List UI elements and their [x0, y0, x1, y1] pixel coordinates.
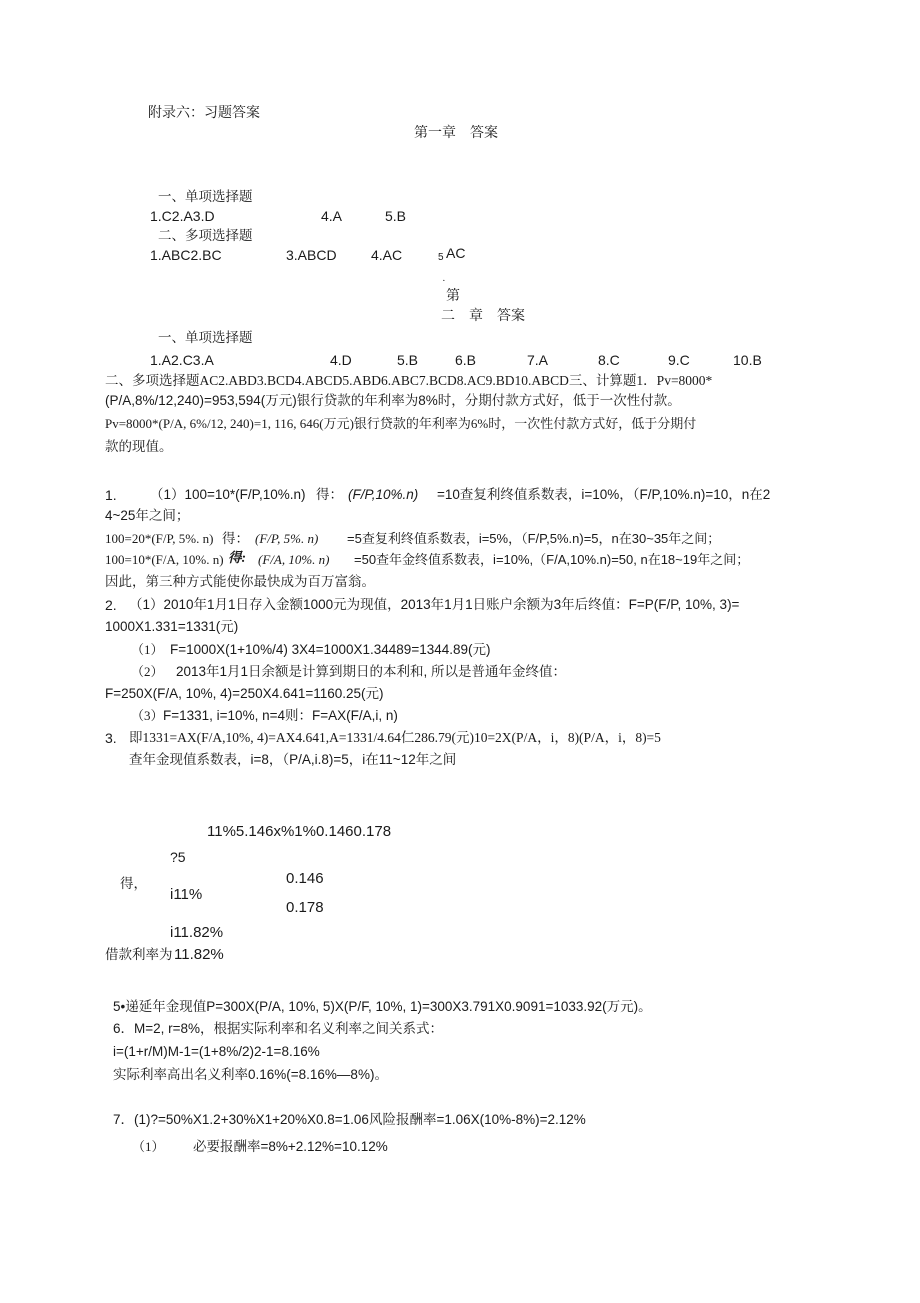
chapter2-multi-and-calc-line: 二、多项选择题AC2.ABD3.BCD4.ABCD5.ABD6.ABC7.BCD8.AC9.BD10.ABCD三、计算题1．Pv=8000* [105, 373, 713, 388]
chapter1-single-choice-4: 4.A [321, 208, 343, 224]
chapter1-single-choice-5: 5.B [385, 208, 407, 224]
chapter1-section1-label: 一、单项选择题 [158, 189, 253, 204]
problem-2-sub3-text: F=1331, i=10%, n=4则：F=AX(F/A,i, n) [163, 708, 398, 723]
problem-1-line3-de: 得： [222, 531, 253, 546]
problem-3-number: 3. [105, 730, 117, 746]
chapter1-multi-choice-3: 3.ABCD [286, 247, 337, 263]
problem-7-sub1-label: （1） [132, 1139, 165, 1154]
formula-i1182-label: i11.82% [170, 924, 224, 941]
problem-3-line2: 查年金现值系数表，i=8，（P/A,i.8)=5，i在11~12年之间 [129, 752, 457, 767]
formula-top-line: 11%5.146x%1%0.1460.178 [207, 823, 392, 840]
problem-1-line4-a: 100=10*(F/A, 10%. n) [105, 552, 224, 567]
problem-2-line2: 1000X1.331=1331(元) [105, 619, 239, 634]
chapter2-single-choice-7: 7.A [527, 352, 549, 368]
problem-6-line3: 实际利率高出名义利率0.16%(=8.16%—8%)。 [113, 1067, 388, 1082]
chapter2-single-choice-5: 5.B [397, 352, 419, 368]
chapter2-heading-line2: 二 章 答案 [441, 309, 525, 324]
chapter2-single-choice-8: 8.C [598, 352, 620, 368]
formula-de-label: 得， [120, 876, 147, 891]
problem-1-line4-de: 得: [228, 550, 250, 565]
problem-7-sub1-text: 必要报酬率=8%+2.12%=10.12% [193, 1139, 388, 1154]
appendix-title: 附录六：习题答案 [148, 106, 260, 121]
problem-6-line2: i=(1+r/M)M-1=(1+8%/2)2-1=8.16% [113, 1044, 320, 1059]
problem-2-sub1-text: F=1000X(1+10%/4) 3X4=1000X1.34489=1344.89(元) [170, 642, 491, 657]
chapter2-calc-line4: 款的现值。 [105, 439, 173, 454]
formula-value-2: 0.178 [286, 899, 324, 916]
problem-7-line1: 7．(1)?=50%X1.2+30%X1+20%X0.8=1.06风险报酬率=1.06X(10%-8%)=2.12% [113, 1112, 586, 1127]
formula-question-mark: ?5 [170, 849, 186, 865]
chapter2-calc-line3: Pv=8000*(P/A, 6%/12, 240)=1, 116, 646(万元)银行贷款的年利率为6%时，一次性付款方式好，低于分期付 [105, 416, 697, 431]
problem-2-sub2-label: （2） [131, 664, 164, 679]
chapter1-multi-choice-4: 4.AC [371, 247, 403, 263]
chapter1-multi-choice-merged: 1.ABC2.BC [150, 247, 222, 263]
chapter2-single-choice-9: 9.C [668, 352, 690, 368]
problem-1-line3-b: (F/P, 5%. n) [255, 531, 319, 546]
chapter2-single-choice-4: 4.D [330, 352, 352, 368]
problem-1-line1-c: =10查复利终值系数表，i=10%，（F/P,10%.n)=10，n在2 [437, 487, 771, 502]
problem-1-line3-c: =5查复利终值系数表，i=5%，（F/P,5%.n)=5，n在30~35年之间； [347, 531, 721, 546]
problem-1-number: 1. [105, 487, 117, 503]
chapter1-heading: 第一章 答案 [414, 126, 498, 141]
formula-value-1: 0.146 [286, 870, 324, 887]
chapter1-multi-choice-5-number: 5 [438, 252, 444, 263]
problem-1-line1-de: 得： [316, 487, 343, 502]
chapter2-single-choice-merged: 1.A2.C3.A [150, 352, 214, 368]
chapter2-calc-line2: (P/A,8%/12,240)=953,594(万元)银行贷款的年利率为8%时，分期付款方式好，低于一次性付款。 [105, 393, 681, 408]
problem-2-sub1-label: （1） [131, 642, 164, 657]
chapter2-heading-line1: 第 [446, 289, 460, 304]
formula-i11-label: i11% [170, 886, 203, 903]
problem-6-line1: 6．M=2, r=8%，根据实际利率和名义利率之间关系式： [113, 1021, 444, 1036]
problem-2-line1: （1）2010年1月1日存入金额1000元为现值，2013年1月1日账户余额为3年后终值：F=P(F/P, 10%, 3)= [129, 597, 740, 612]
chapter2-single-choice-6: 6.B [455, 352, 477, 368]
problem-5-text: 5•递延年金现值P=300X(P/A, 10%, 5)X(P/F, 10%, 1)=300X3.791X0.9091=1033.92(万元)。 [113, 999, 652, 1014]
chapter2-single-choice-10: 10.B [733, 352, 762, 368]
chapter2-section1-label: 一、单项选择题 [158, 330, 253, 345]
problem-1-line1-a: （1）100=10*(F/P,10%.n) [150, 487, 306, 502]
problem-2-number: 2. [105, 597, 117, 613]
problem-1-line4-b: (F/A, 10%. n) [258, 552, 330, 567]
problem-2-sub3-label: （3） [131, 708, 164, 723]
problem-1-line1-b: (F/P,10%.n) [348, 487, 419, 502]
borrow-rate-value: 11.82% [174, 946, 224, 963]
chapter1-multi-choice-5-value: AC [446, 245, 466, 261]
chapter1-section2-label: 二、多项选择题 [158, 228, 253, 243]
problem-1-line3-a: 100=20*(F/P, 5%. n) [105, 531, 214, 546]
problem-3-line1: 即1331=AX(F/A,10%, 4)=AX4.641,A=1331/4.64仁286.79(元)10=2X(P/A，i，8)(P/A，i，8)=5 [129, 730, 661, 745]
problem-1-line2: 4~25年之间； [105, 508, 190, 523]
problem-1-line5: 因此，第三种方式能使你最快成为百万富翁。 [105, 574, 375, 589]
problem-1-line4-c: =50查年金终值系数表，i=10%,（F/A,10%.n)=50, n在18~19年之间； [354, 552, 750, 567]
problem-2-sub2-text: 2013年1月1日余额是计算到期日的本利和, 所以是普通年金终值： [176, 664, 567, 679]
chapter1-single-choice-merged: 1.C2.A3.D [150, 208, 215, 224]
problem-2-line3: F=250X(F/A, 10%, 4)=250X4.641=1160.25(元) [105, 686, 384, 701]
borrow-rate-label: 借款利率为 [105, 947, 173, 962]
stray-dot-mark: · [442, 275, 446, 287]
